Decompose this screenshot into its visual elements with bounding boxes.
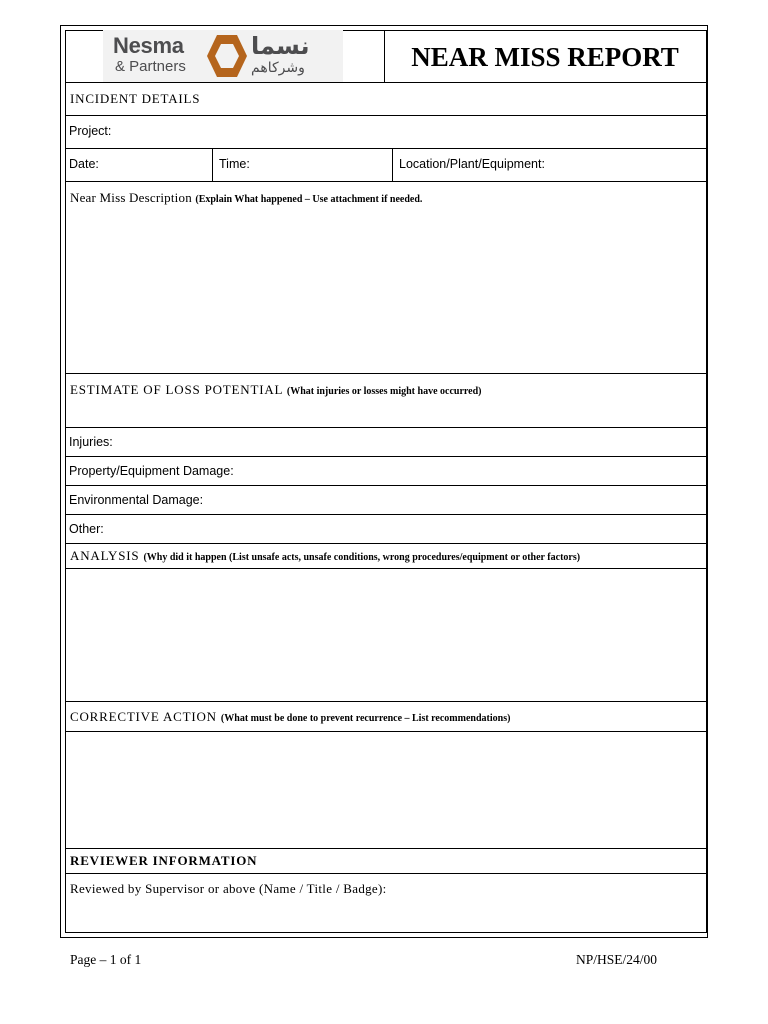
page-number: Page – 1 of 1 bbox=[70, 952, 142, 967]
corrective-action-header-row bbox=[65, 702, 706, 732]
location-field[interactable] bbox=[393, 149, 706, 181]
corrective-action-header bbox=[70, 709, 510, 725]
reviewer-header-row bbox=[65, 849, 706, 874]
description-header bbox=[70, 190, 422, 206]
reviewer-row[interactable] bbox=[65, 874, 706, 933]
date-time-location-row bbox=[65, 149, 706, 182]
analysis-note: (Why did it happen (List unsafe acts, unsafe conditions, wrong procedures/equipment or other factors) bbox=[143, 552, 581, 563]
date-field[interactable] bbox=[65, 149, 213, 181]
reviewed-by-label: Reviewed by Supervisor or above (Name / Title / Badge): bbox=[70, 881, 387, 896]
corrective-action-input-area[interactable] bbox=[65, 732, 706, 849]
other-label: Other: bbox=[69, 522, 104, 536]
incident-details-header: INCIDENT DETAILS bbox=[70, 91, 201, 106]
project-label: Project: bbox=[69, 124, 112, 138]
logo-partners-en: & Partners bbox=[115, 58, 186, 75]
description-note: (Explain What happened – Use attachment if needed. bbox=[195, 194, 423, 205]
logo-name-ar: نسما bbox=[251, 32, 310, 60]
corrective-action-note: (What must be done to prevent recurrence – List recommendations) bbox=[220, 713, 511, 724]
loss-potential-section bbox=[65, 374, 706, 428]
project-row[interactable] bbox=[65, 116, 706, 149]
analysis-header-row bbox=[65, 544, 706, 569]
injuries-label: Injuries: bbox=[69, 435, 113, 449]
date-label: Date: bbox=[69, 157, 99, 171]
reviewer-header: REVIEWER INFORMATION bbox=[70, 853, 258, 868]
loss-potential-note: (What injuries or losses might have occurred) bbox=[286, 386, 482, 397]
property-damage-row[interactable] bbox=[65, 457, 706, 486]
analysis-input-area[interactable] bbox=[65, 569, 706, 702]
loss-potential-title: ESTIMATE OF LOSS POTENTIAL bbox=[70, 382, 283, 397]
property-damage-label: Property/Equipment Damage: bbox=[69, 464, 234, 478]
analysis-title: ANALYSIS bbox=[70, 548, 140, 563]
time-field[interactable] bbox=[213, 149, 393, 181]
injuries-row[interactable] bbox=[65, 428, 706, 457]
description-section[interactable] bbox=[65, 182, 706, 374]
logo-partners-ar: وشركاهم bbox=[251, 60, 305, 76]
description-title: Near Miss Description bbox=[70, 190, 192, 205]
incident-details-row bbox=[65, 83, 706, 116]
report-title: NEAR MISS REPORT bbox=[411, 41, 679, 72]
analysis-header bbox=[70, 548, 580, 564]
logo-name-en: Nesma bbox=[113, 33, 184, 58]
document-code: NP/HSE/24/00 bbox=[576, 952, 658, 967]
time-label: Time: bbox=[219, 157, 250, 171]
company-logo bbox=[103, 30, 343, 82]
location-label: Location/Plant/Equipment: bbox=[399, 157, 545, 171]
corrective-action-title: CORRECTIVE ACTION bbox=[70, 709, 217, 724]
loss-potential-header bbox=[70, 382, 481, 398]
other-row[interactable] bbox=[65, 515, 706, 544]
hexagon-logo-icon bbox=[205, 33, 249, 79]
environmental-damage-row[interactable] bbox=[65, 486, 706, 515]
environmental-damage-label: Environmental Damage: bbox=[69, 493, 204, 507]
